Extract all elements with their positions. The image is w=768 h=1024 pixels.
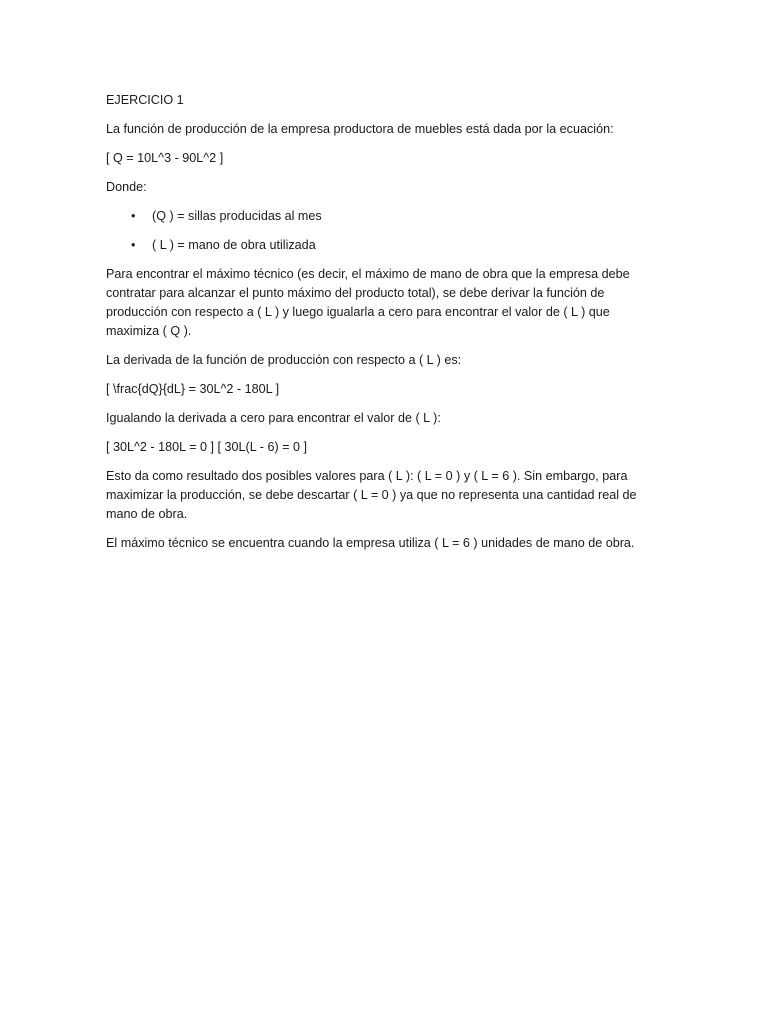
bullet-icon: • — [131, 209, 136, 223]
list-item — [106, 236, 646, 255]
maximo-paragraph: Para encontrar el máximo técnico (es decir, el máximo de mano de obra que la empresa debe contratar para alcanzar el punto máximo del producto total), se debe derivar la función de producción con respecto a ( L ) y luego igualarla a cero para encontrar el valor de ( L ) que maximiza ( Q ). — [106, 267, 630, 338]
list-item-text: ( L ) = mano de obra utilizada — [152, 238, 316, 252]
exercise-heading: EJERCICIO 1 — [106, 93, 184, 107]
derivative-equation: [ \frac{dQ}{dL} = 30L^2 - 180L ] — [106, 382, 280, 396]
intro-paragraph: La función de producción de la empresa productora de muebles está dada por la ecuación: — [106, 122, 614, 136]
donde-label: Donde: — [106, 180, 147, 194]
bullet-icon: • — [131, 238, 136, 252]
result-paragraph: Esto da como resultado dos posibles valores para ( L ): ( L = 0 ) y ( L = 6 ). Sin embargo, para maximizar la producción, se debe descartar ( L = 0 ) ya que no representa una cantidad real de mano de obra. — [106, 469, 637, 521]
equating-equation: [ 30L^2 - 180L = 0 ] [ 30L(L - 6) = 0 ] — [106, 440, 308, 454]
variable-list — [106, 207, 646, 255]
derivative-intro: La derivada de la función de producción con respecto a ( L ) es: — [106, 353, 462, 367]
production-equation: [ Q = 10L^3 - 90L^2 ] — [106, 151, 224, 165]
list-item-text: (Q ) = sillas producidas al mes — [152, 209, 322, 223]
document-page — [106, 91, 646, 563]
list-item — [106, 207, 646, 226]
conclusion-paragraph: El máximo técnico se encuentra cuando la empresa utiliza ( L = 6 ) unidades de mano de obra. — [106, 536, 635, 550]
equating-intro: Igualando la derivada a cero para encontrar el valor de ( L ): — [106, 411, 441, 425]
